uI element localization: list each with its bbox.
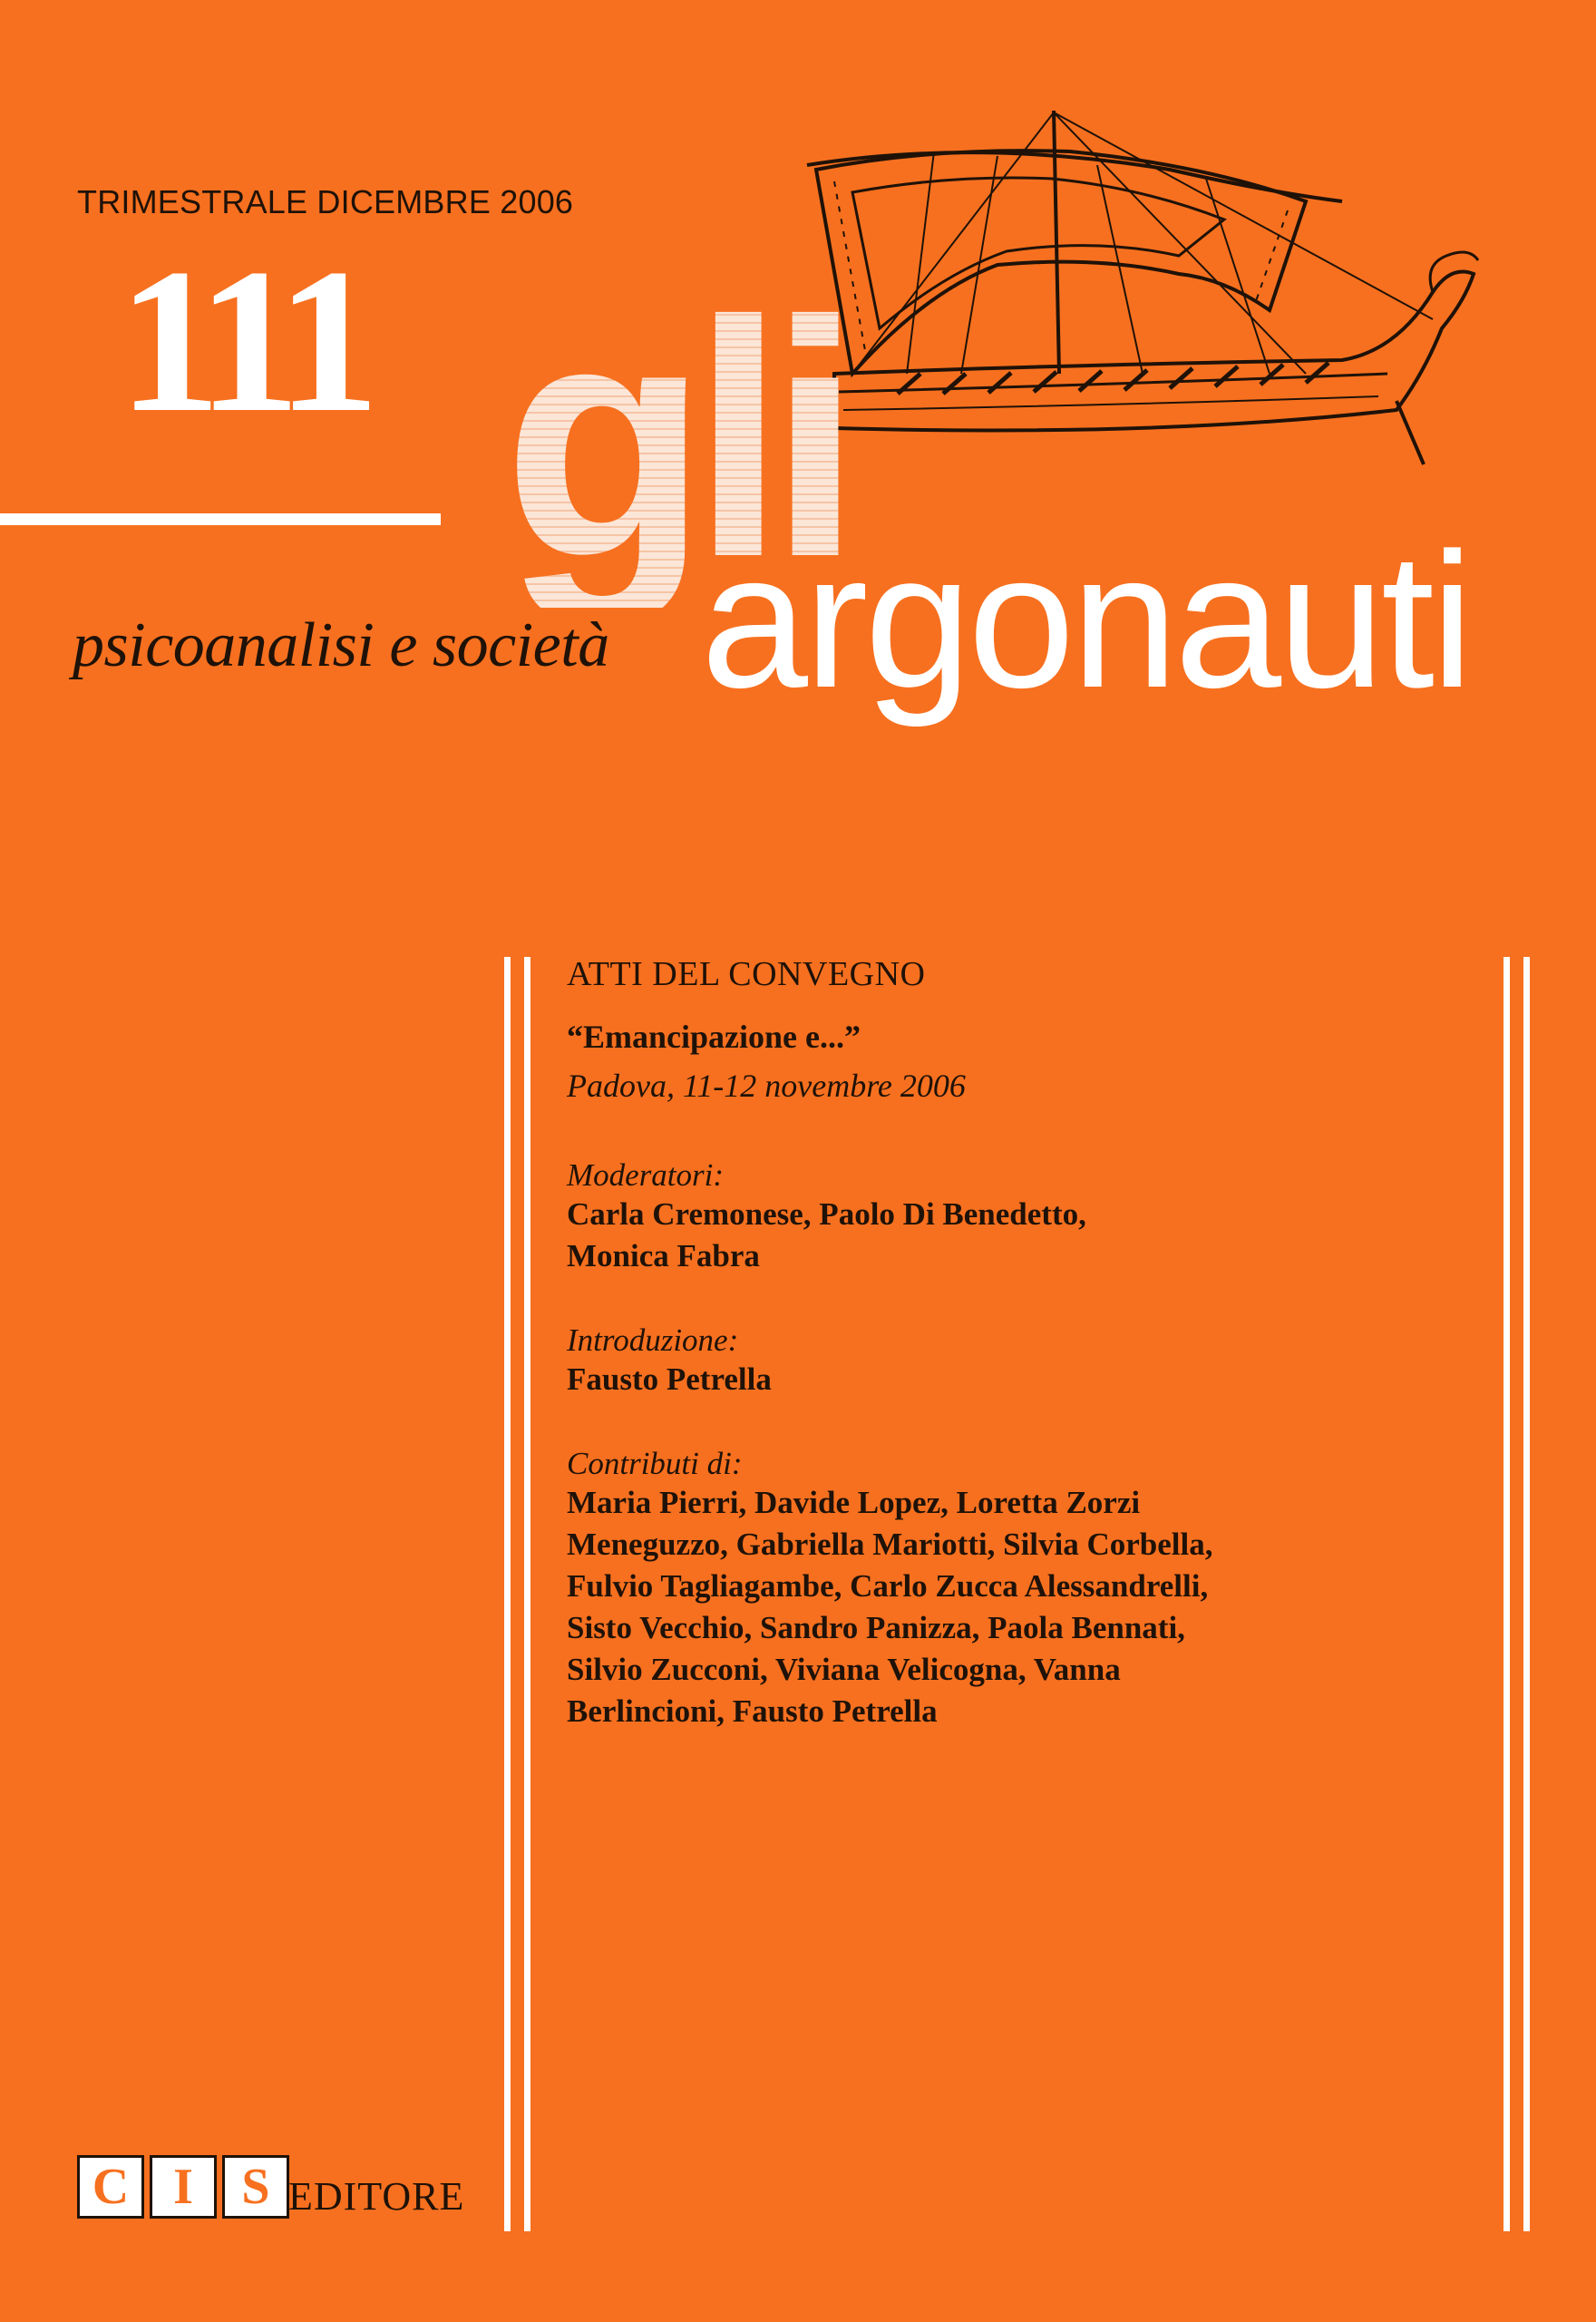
- publisher-name: EDITORE: [288, 2174, 465, 2219]
- left-rule-inner: [524, 957, 530, 2231]
- publisher-logo: [77, 2155, 295, 2219]
- contributors-line: Maria Pierri, Davide Lopez, Loretta Zorzi: [567, 1485, 1141, 1520]
- moderators-line: Monica Fabra: [567, 1238, 760, 1273]
- conference-place: Padova, 11-12 novembre 2006: [567, 1068, 966, 1104]
- right-rule-outer: [1523, 957, 1530, 2231]
- contributors-line: Silvio Zucconi, Viviana Velicogna, Vanna: [567, 1652, 1121, 1687]
- title-argonauti: argonauti: [701, 512, 1471, 727]
- journal-subtitle: psicoanalisi e società: [73, 610, 609, 680]
- ship-illustration: [798, 102, 1487, 519]
- contributors-line: Fulvio Tagliagambe, Carlo Zucca Alessandrelli,: [567, 1568, 1209, 1604]
- contributors-line: Meneguzzo, Gabriella Mariotti, Silvia Corbella,: [567, 1527, 1213, 1562]
- issue-number: 111: [118, 227, 367, 455]
- introduction-name: Fausto Petrella: [567, 1361, 772, 1397]
- issue-date-line: TRIMESTRALE DICEMBRE 2006: [77, 183, 574, 220]
- logo-letter: C: [77, 2155, 144, 2219]
- conference-title: “Emancipazione e...”: [567, 1019, 861, 1055]
- contributors-label: Contributi di:: [567, 1446, 743, 1481]
- logo-letter: S: [222, 2155, 289, 2219]
- moderators-line: Carla Cremonese, Paolo Di Benedetto,: [567, 1196, 1086, 1232]
- contributors-line: Berlincioni, Fausto Petrella: [567, 1693, 938, 1729]
- contributors-line: Sisto Vecchio, Sandro Panizza, Paola Bennati,: [567, 1610, 1185, 1645]
- title-gli: gli: [503, 252, 846, 627]
- right-rule-inner: [1504, 957, 1510, 2231]
- header-rule: [0, 513, 441, 525]
- moderators-label: Moderatori:: [567, 1157, 725, 1193]
- introduction-label: Introduzione:: [567, 1322, 739, 1358]
- logo-letter: I: [150, 2155, 217, 2219]
- contents-block: [567, 954, 1474, 1732]
- left-rule-outer: [504, 957, 511, 2231]
- section-heading: ATTI DEL CONVEGNO: [567, 955, 926, 993]
